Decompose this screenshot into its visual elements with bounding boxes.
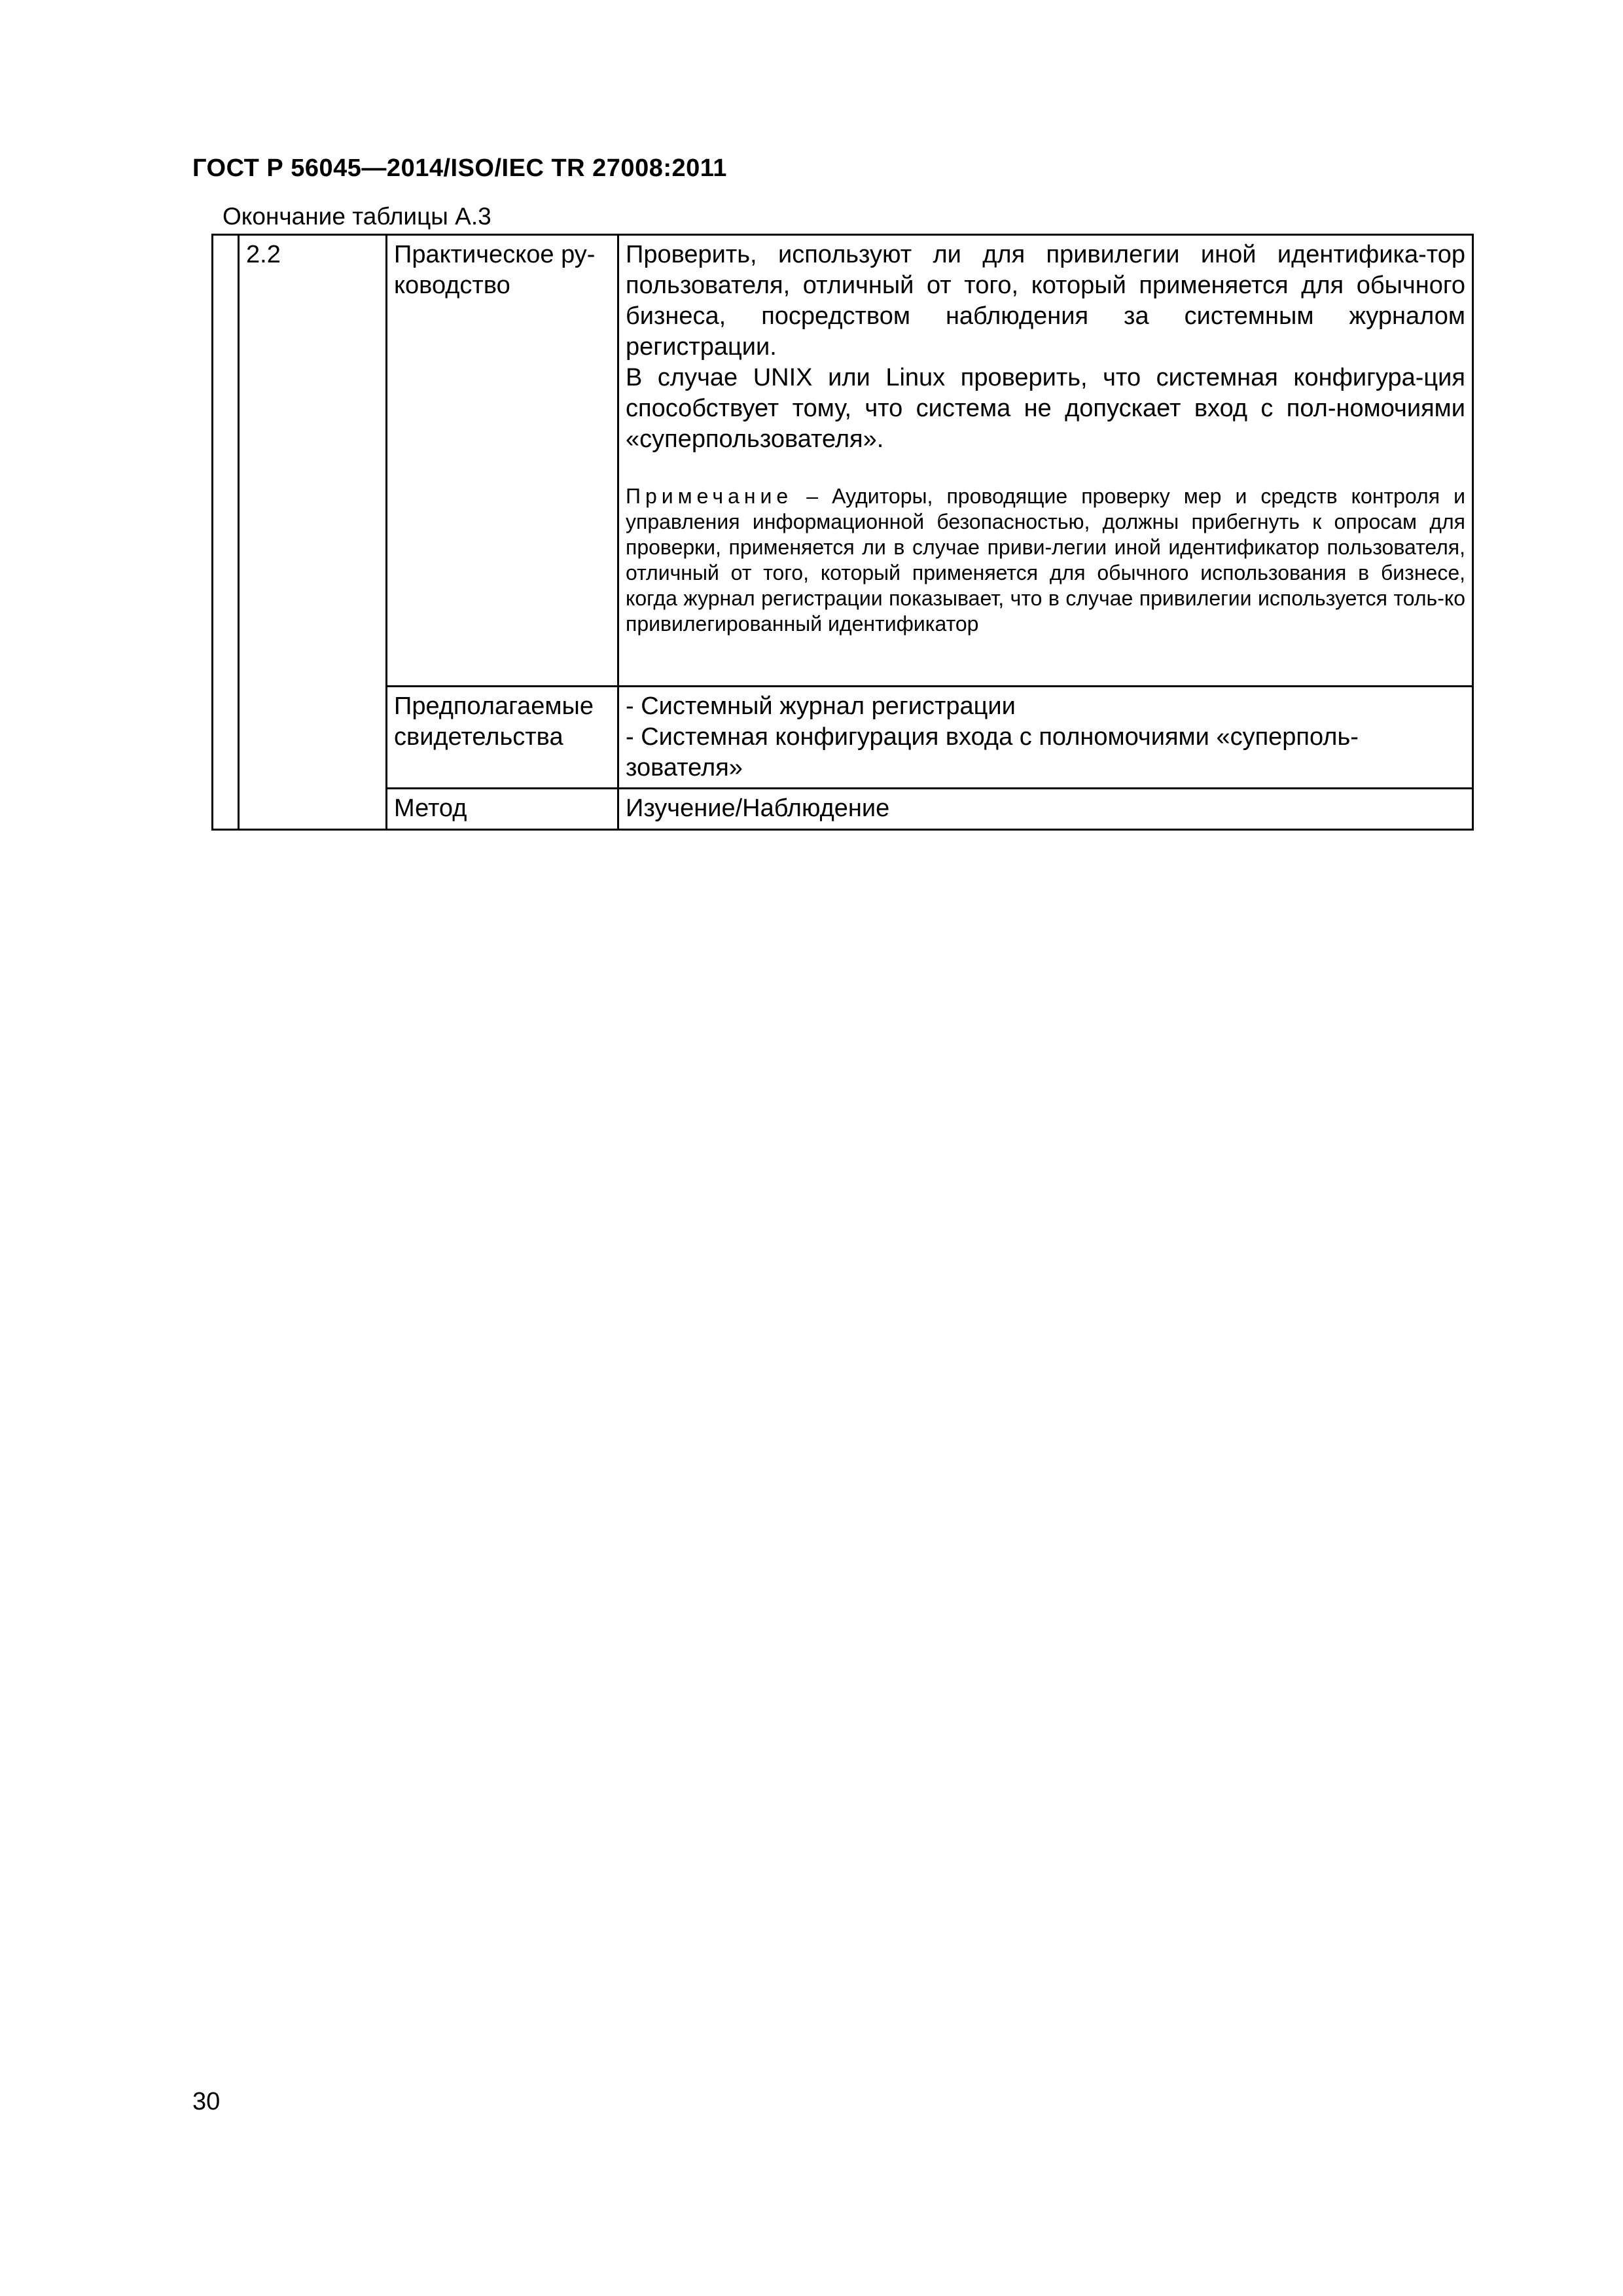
item-number: 2.2 [246,241,281,268]
note-label: Примечание [626,484,793,508]
method-label-cell [387,789,618,830]
table-row [213,789,1473,830]
evidence-label-cell [387,687,618,789]
guidance-text-cell [618,235,1473,687]
page-number: 30 [192,2088,221,2115]
evidence-text-cell [618,687,1473,789]
document-code: ГОСТ Р 56045—2014/ISO/IEC TR 27008:2011 [192,154,727,182]
guidance-text: Проверить, используют ли для привилегии иной идентифика-тор пользователя, отличный от того, который применяется для обычного бизнеса, посредством наблюдения за системным журналом регистрации. В случае UNIX или Linux проверить, что системная конфигура-ция способствует тому, что система не допускает вход с пол-номочиями «суперпользователя». [626,241,1465,453]
requirements-table [211,234,1474,831]
method-label: Метод [394,795,467,822]
evidence-text: - Системный журнал регистрации - Системная конфигурация входа с полномочиями «суперполь-зователя» [626,692,1359,781]
guidance-label: Практическое ру- ководство [394,241,596,299]
empty-cell [213,235,239,830]
table-caption: Окончание таблицы А.3 [223,203,491,230]
guidance-label-cell [387,235,618,687]
item-number-cell [239,235,387,830]
evidence-label: Предполагаемые свидетельства [394,692,594,751]
note-text: – Аудиторы, проводящие проверку мер и средств контроля и управления информационной безопасностью, должны прибегнуть к опросам для проверки, применяется ли в случае приви-легии иной идентификатор пользователя, отличный от того, который применяется для обычного использования в бизнесе, когда журнал регистрации показывает, что в случае привилегии используется толь-ко привилегированный идентификатор [626,484,1465,636]
guidance-note [626,484,1465,637]
method-text-cell [618,789,1473,830]
table-row [213,687,1473,789]
method-text: Изучение/Наблюдение [626,795,890,822]
table-row [213,235,1473,687]
